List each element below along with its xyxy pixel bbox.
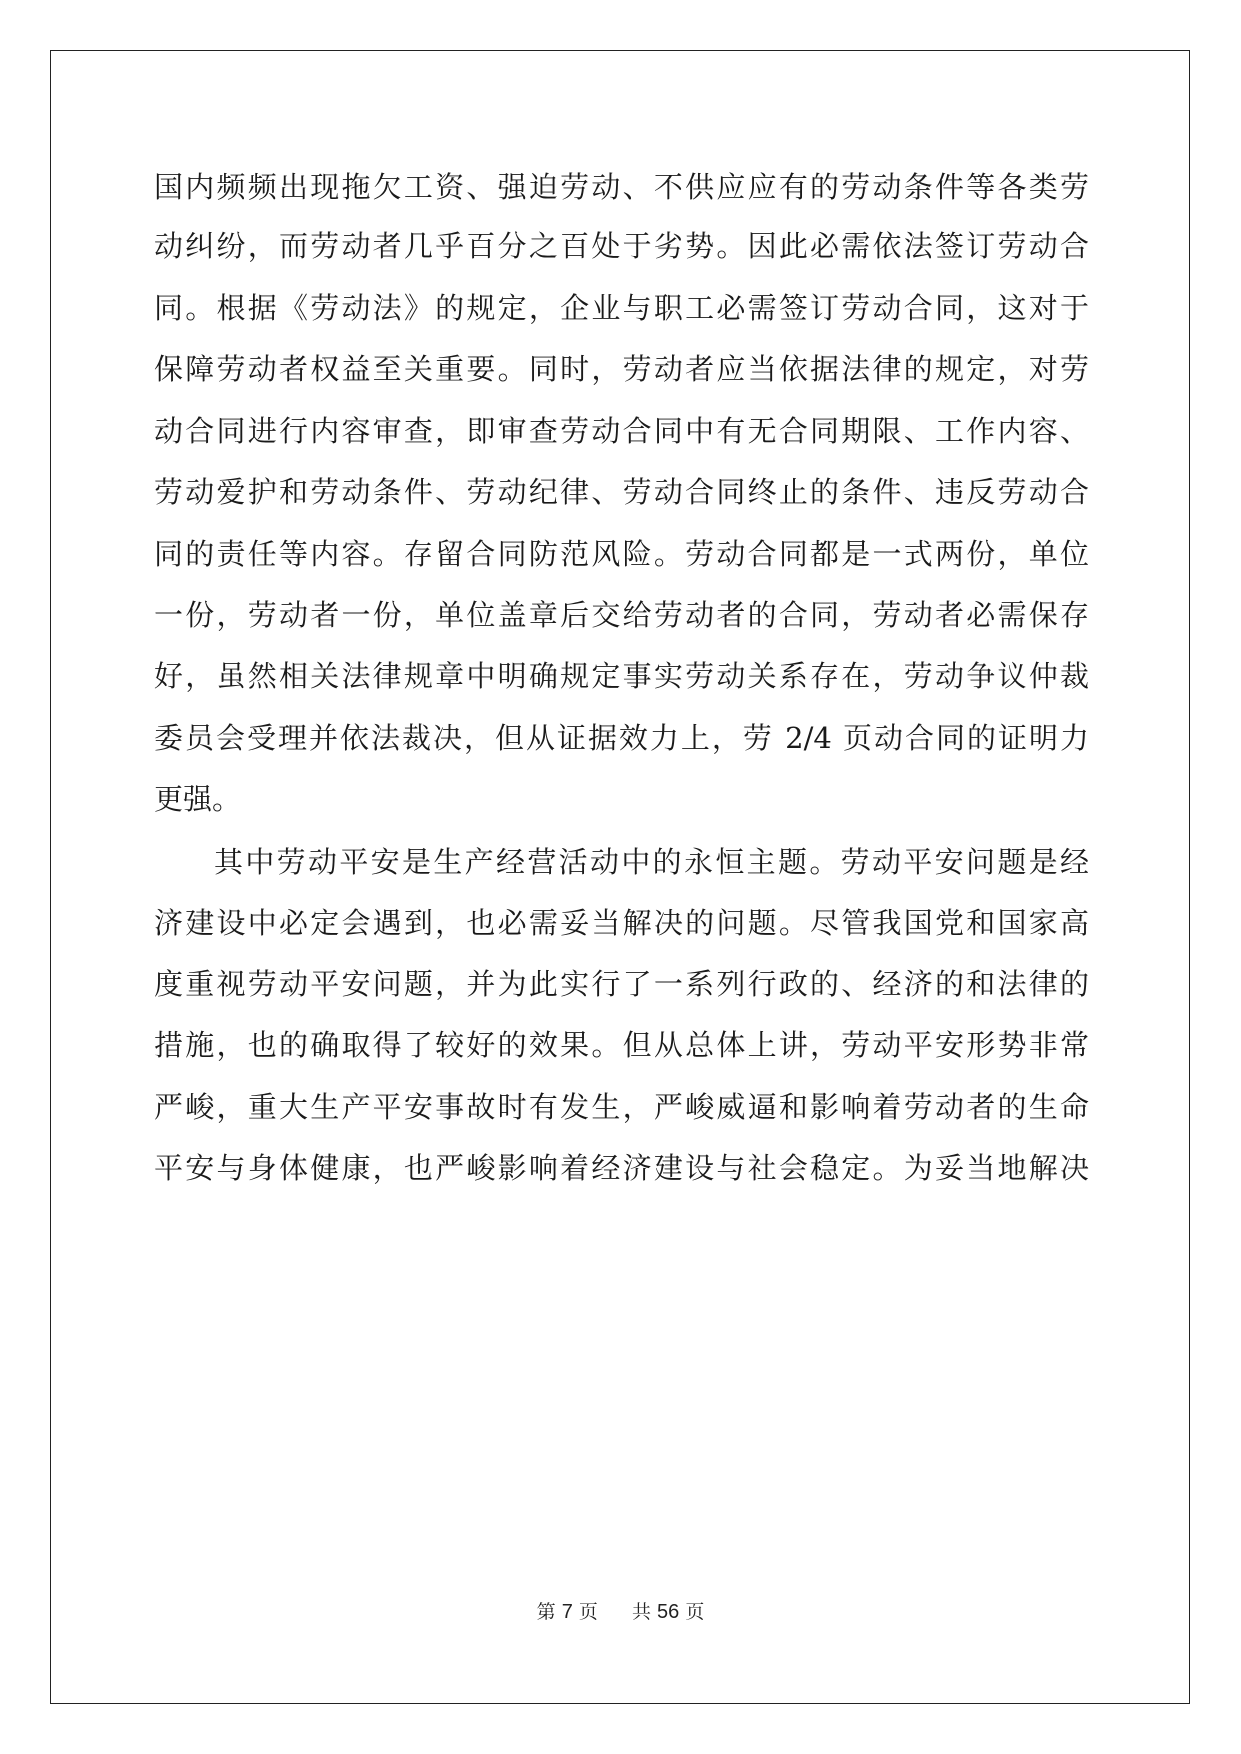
text-line: 动合同进行内容审查，即审查劳动合同中有无合同期限、工作内容、 (154, 414, 1089, 448)
text-line: 保障劳动者权益至关重要。同时，劳动者应当依据法律的规定，对劳 (154, 352, 1089, 386)
text-line: 其中劳动平安是生产经营活动中的永恒主题。劳动平安问题是经 (214, 845, 1089, 879)
text-line: 同的责任等内容。存留合同防范风险。劳动合同都是一式两份，单位 (154, 537, 1089, 571)
text-line: 动纠纷，而劳动者几乎百分之百处于劣势。因此必需依法签订劳动合 (154, 229, 1089, 263)
footer-total-prefix: 共 (631, 1601, 651, 1623)
text-line: 措施，也的确取得了较好的效果。但从总体上讲，劳动平安形势非常 (154, 1028, 1089, 1062)
total-pages: 56 (657, 1601, 680, 1623)
page-footer (0, 1600, 1241, 1624)
footer-total-suffix: 页 (685, 1601, 705, 1623)
text-line: 委员会受理并依法裁决，但从证据效力上，劳 2/4 页动合同的证明力 (154, 721, 1089, 755)
text-line: 度重视劳动平安问题，并为此实行了一系列行政的、经济的和法律的 (154, 967, 1089, 1001)
text-line: 劳动爱护和劳动条件、劳动纪律、劳动合同终止的条件、违反劳动合 (154, 475, 1089, 509)
footer-page-suffix: 页 (578, 1601, 598, 1623)
text-line: 更强。 (154, 782, 242, 816)
text-line: 好，虽然相关法律规章中明确规定事实劳动关系存在，劳动争议仲裁 (154, 659, 1089, 693)
text-line: 一份，劳动者一份，单位盖章后交给劳动者的合同，劳动者必需保存 (154, 598, 1089, 632)
text-line: 严峻，重大生产平安事故时有发生，严峻威逼和影响着劳动者的生命 (154, 1090, 1089, 1124)
text-line: 平安与身体健康，也严峻影响着经济建设与社会稳定。为妥当地解决 (154, 1151, 1089, 1185)
footer-prefix: 第 (536, 1601, 556, 1623)
text-line: 国内频频出现拖欠工资、强迫劳动、不供应应有的劳动条件等各类劳 (154, 170, 1089, 204)
text-line: 同。根据《劳动法》的规定，企业与职工必需签订劳动合同，这对于 (154, 291, 1089, 325)
text-line: 济建设中必定会遇到，也必需妥当解决的问题。尽管我国党和国家高 (154, 906, 1089, 940)
page-number: 7 (561, 1601, 573, 1623)
